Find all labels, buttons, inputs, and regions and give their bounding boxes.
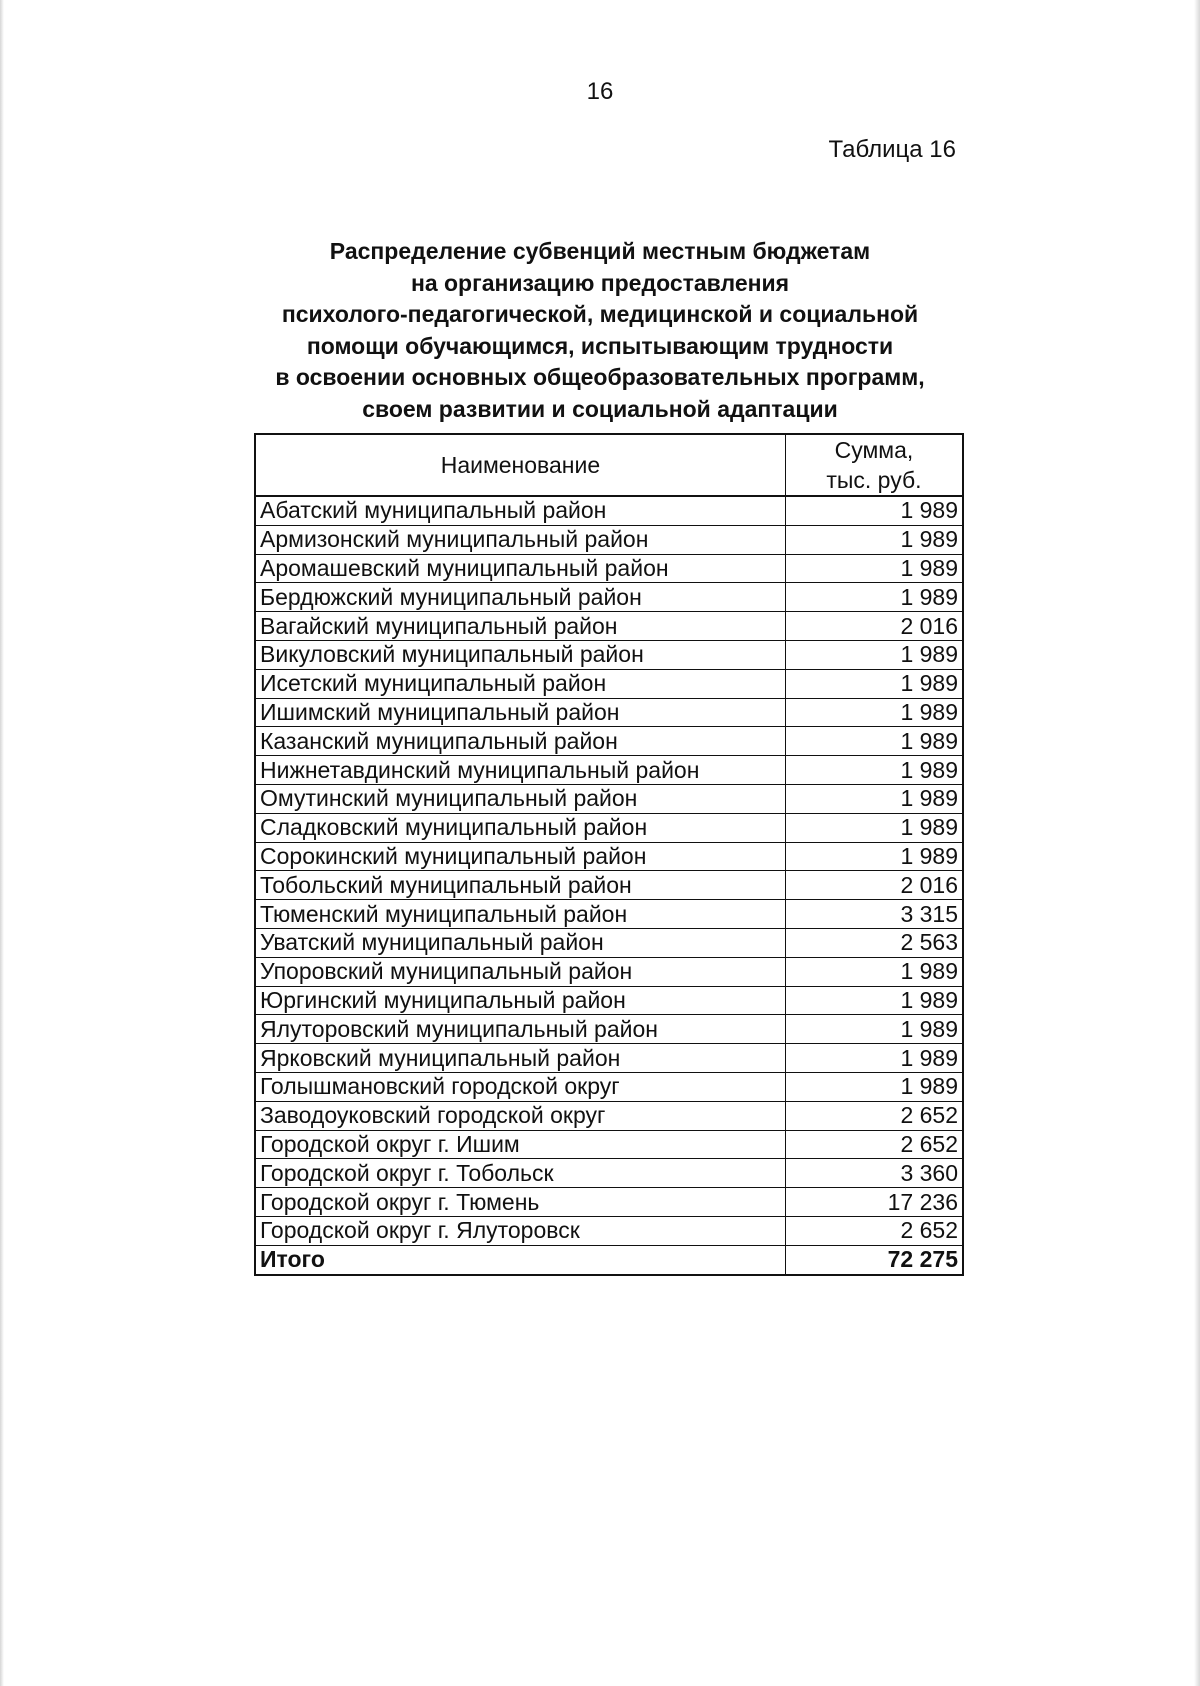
row-name: Городской округ г. Тюмень xyxy=(255,1188,785,1217)
row-name: Викуловский муниципальный район xyxy=(255,640,785,669)
row-name: Ишимский муниципальный район xyxy=(255,698,785,727)
table-row xyxy=(255,669,963,698)
title-line: на организацию предоставления xyxy=(410,269,790,296)
row-value: 17 236 xyxy=(785,1188,963,1217)
table-row xyxy=(255,813,963,842)
row-value: 1 989 xyxy=(785,756,963,785)
table-row xyxy=(255,842,963,871)
title-line: Распределение субвенций местным бюджетам xyxy=(329,238,871,264)
total-row xyxy=(255,1245,963,1274)
table-row xyxy=(255,871,963,900)
row-value: 2 652 xyxy=(785,1130,963,1159)
table-row xyxy=(255,1101,963,1130)
row-name: Городской округ г. Тобольск xyxy=(255,1159,785,1188)
row-name: Исетский муниципальный район xyxy=(255,669,785,698)
row-name: Тюменский муниципальный район xyxy=(255,900,785,929)
total-value: 72 275 xyxy=(785,1245,963,1274)
row-name: Ярковский муниципальный район xyxy=(255,1044,785,1073)
row-name: Упоровский муниципальный район xyxy=(255,957,785,986)
table-row xyxy=(255,554,963,583)
table-body xyxy=(255,496,963,1275)
total-label: Итого xyxy=(255,1245,785,1274)
page-number: 16 xyxy=(586,78,614,105)
table-label: Таблица 16 xyxy=(828,136,956,163)
row-value: 1 989 xyxy=(785,842,963,871)
title-line: помощи обучающимся, испытывающим трудности xyxy=(306,332,894,359)
table-row xyxy=(255,525,963,554)
row-value: 1 989 xyxy=(785,1044,963,1073)
table-row xyxy=(255,1188,963,1217)
row-name: Тобольский муниципальный район xyxy=(255,871,785,900)
row-value: 1 989 xyxy=(785,1015,963,1044)
table-row xyxy=(255,986,963,1015)
row-name: Абатский муниципальный район xyxy=(255,496,785,525)
row-value: 1 989 xyxy=(785,554,963,583)
row-value: 2 563 xyxy=(785,928,963,957)
row-value: 2 652 xyxy=(785,1216,963,1245)
row-name: Вагайский муниципальный район xyxy=(255,612,785,641)
table-row xyxy=(255,900,963,929)
header-sum-line1: Сумма, xyxy=(834,437,914,463)
header-sum-line2: тыс. руб. xyxy=(826,467,922,493)
table-row xyxy=(255,496,963,525)
table-row xyxy=(255,1015,963,1044)
row-value: 1 989 xyxy=(785,957,963,986)
table-row xyxy=(255,756,963,785)
row-name: Нижнетавдинский муниципальный район xyxy=(255,756,785,785)
row-name: Казанский муниципальный район xyxy=(255,727,785,756)
title-line: в освоении основных общеобразовательных программ, xyxy=(275,364,925,390)
table-row xyxy=(255,784,963,813)
table-row xyxy=(255,1130,963,1159)
row-name: Голышмановский городской округ xyxy=(255,1072,785,1101)
table-row xyxy=(255,928,963,957)
document-title xyxy=(240,236,960,425)
row-value: 1 989 xyxy=(785,496,963,525)
header-name: Наименование xyxy=(255,434,785,496)
table-row xyxy=(255,583,963,612)
row-value: 1 989 xyxy=(785,583,963,612)
header-sum xyxy=(785,434,963,496)
row-name: Аромашевский муниципальный район xyxy=(255,554,785,583)
row-name: Омутинский муниципальный район xyxy=(255,784,785,813)
table-row xyxy=(255,1159,963,1188)
table-row xyxy=(255,727,963,756)
row-name: Бердюжский муниципальный район xyxy=(255,583,785,612)
table-row xyxy=(255,698,963,727)
row-name: Армизонский муниципальный район xyxy=(255,525,785,554)
row-name: Сорокинский муниципальный район xyxy=(255,842,785,871)
table-row xyxy=(255,1072,963,1101)
row-value: 3 315 xyxy=(785,900,963,929)
table-row xyxy=(255,1044,963,1073)
table-header xyxy=(255,434,963,496)
row-name: Заводоуковский городской округ xyxy=(255,1101,785,1130)
title-line: психолого-педагогической, медицинской и социальной xyxy=(281,301,919,327)
row-name: Уватский муниципальный район xyxy=(255,928,785,957)
row-value: 2 652 xyxy=(785,1101,963,1130)
row-value: 1 989 xyxy=(785,640,963,669)
row-value: 1 989 xyxy=(785,784,963,813)
table-row xyxy=(255,640,963,669)
scan-edge-right xyxy=(1194,0,1200,1686)
row-value: 1 989 xyxy=(785,986,963,1015)
row-name: Юргинский муниципальный район xyxy=(255,986,785,1015)
row-value: 1 989 xyxy=(785,1072,963,1101)
row-name: Городской округ г. Ишим xyxy=(255,1130,785,1159)
row-value: 1 989 xyxy=(785,813,963,842)
scan-edge-left xyxy=(0,0,4,1686)
row-value: 3 360 xyxy=(785,1159,963,1188)
row-value: 1 989 xyxy=(785,698,963,727)
table-row xyxy=(255,612,963,641)
row-name: Сладковский муниципальный район xyxy=(255,813,785,842)
table-row xyxy=(255,957,963,986)
subvention-table xyxy=(254,433,964,1276)
row-name: Городской округ г. Ялуторовск xyxy=(255,1216,785,1245)
row-value: 1 989 xyxy=(785,727,963,756)
row-value: 2 016 xyxy=(785,612,963,641)
title-line: своем развитии и социальной адаптации xyxy=(362,395,838,422)
row-name: Ялуторовский муниципальный район xyxy=(255,1015,785,1044)
row-value: 1 989 xyxy=(785,669,963,698)
row-value: 2 016 xyxy=(785,871,963,900)
table-row xyxy=(255,1216,963,1245)
row-value: 1 989 xyxy=(785,525,963,554)
